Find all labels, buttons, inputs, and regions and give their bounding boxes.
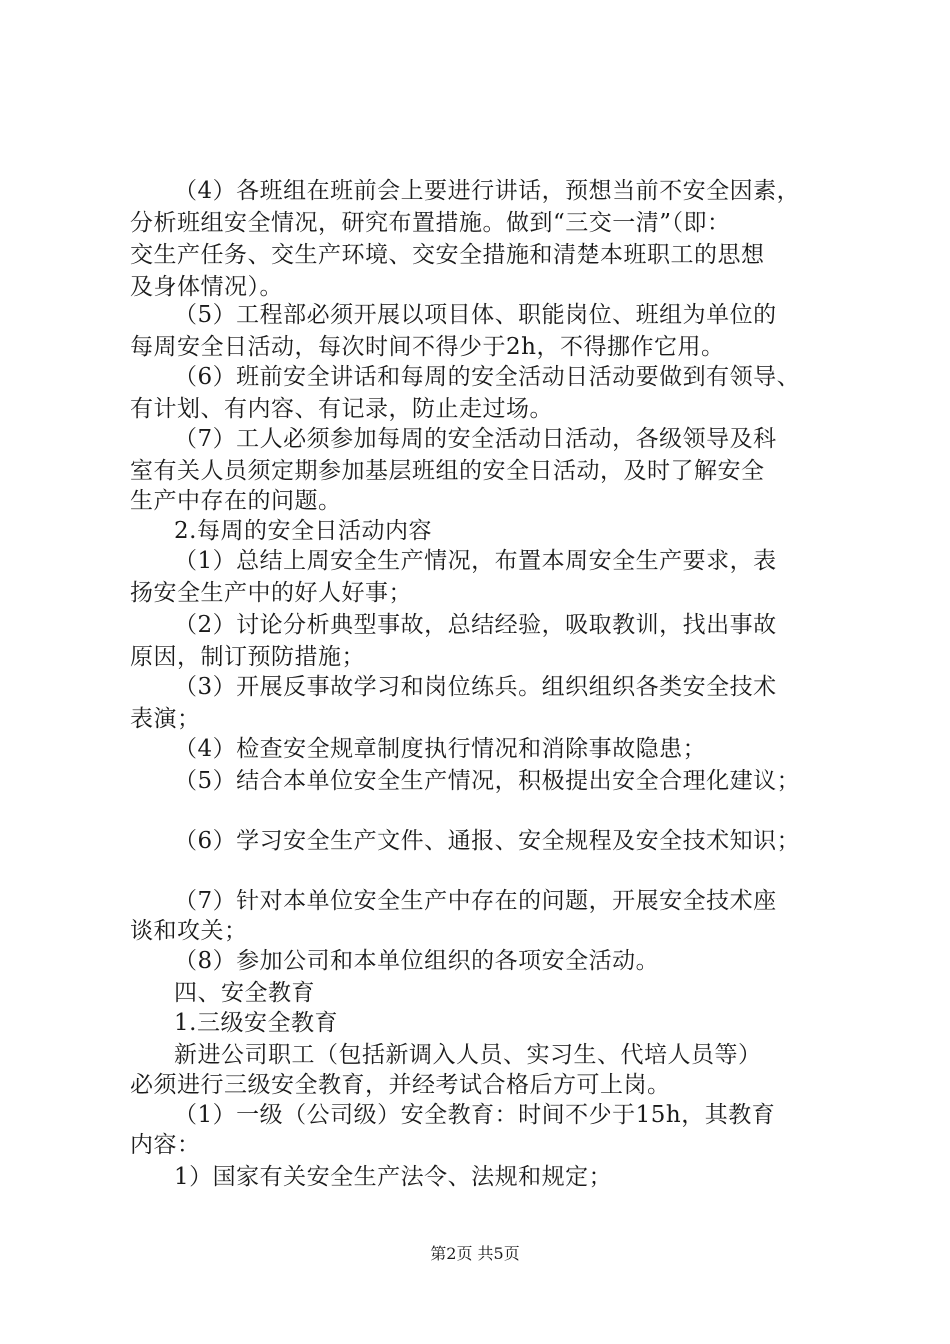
text-line: 分析班组安全情况，研究布置措施。做到“三交一清”（即： bbox=[130, 210, 731, 236]
text-line: （2）讨论分析典型事故，总结经验，吸取教训，找出事故 bbox=[174, 612, 777, 638]
text-line: 原因，制订预防措施； bbox=[130, 644, 365, 670]
text-line: 扬安全生产中的好人好事； bbox=[130, 580, 412, 606]
text-line: 内容： bbox=[130, 1132, 201, 1158]
text-line: （8）参加公司和本单位组织的各项安全活动。 bbox=[174, 948, 660, 974]
text-line: （4）检查安全规章制度执行情况和消除事故隐患； bbox=[174, 736, 707, 762]
text-line: （1）一级（公司级）安全教育：时间不少于15h，其教育 bbox=[174, 1102, 776, 1128]
text-line: （6）班前安全讲话和每周的安全活动日活动要做到有领导、 bbox=[174, 364, 801, 390]
text-line: 生产中存在的问题。 bbox=[130, 488, 342, 514]
text-line: （1）总结上周安全生产情况，布置本周安全生产要求，表 bbox=[174, 548, 777, 574]
text-line: 必须进行三级安全教育，并经考试合格后方可上岗。 bbox=[130, 1072, 671, 1098]
text-line: 每周安全日活动，每次时间不得少于2h，不得挪作它用。 bbox=[130, 334, 725, 360]
text-line: 谈和攻关； bbox=[130, 918, 248, 944]
text-line: 交生产任务、交生产环境、交安全措施和清楚本班职工的思想 bbox=[130, 242, 765, 268]
text-line: （3）开展反事故学习和岗位练兵。组织组织各类安全技术 bbox=[174, 674, 777, 700]
text-line: 及身体情况）。 bbox=[130, 274, 283, 300]
text-line: 新进公司职工（包括新调入人员、实习生、代培人员等） bbox=[174, 1042, 762, 1068]
text-line: 表演； bbox=[130, 706, 201, 732]
section-heading: 四、安全教育 bbox=[174, 980, 315, 1006]
text-line: （6）学习安全生产文件、通报、安全规程及安全技术知识； bbox=[174, 828, 801, 854]
text-line: （5）结合本单位安全生产情况，积极提出安全合理化建议； bbox=[174, 768, 801, 794]
page-number-footer: 第2页 共5页 bbox=[430, 1244, 520, 1263]
text-line: （4）各班组在班前会上要进行讲话，预想当前不安全因素， bbox=[174, 178, 801, 204]
text-line: （7）工人必须参加每周的安全活动日活动，各级领导及科 bbox=[174, 426, 777, 452]
subsection-heading: 1.三级安全教育 bbox=[174, 1010, 338, 1036]
text-line: 2.每周的安全日活动内容 bbox=[174, 518, 432, 544]
text-line: （7）针对本单位安全生产中存在的问题，开展安全技术座 bbox=[174, 888, 777, 914]
text-line: 有计划、有内容、有记录，防止走过场。 bbox=[130, 396, 553, 422]
text-line: 室有关人员须定期参加基层班组的安全日活动，及时了解安全 bbox=[130, 458, 765, 484]
text-line: （5）工程部必须开展以项目体、职能岗位、班组为单位的 bbox=[174, 302, 777, 328]
text-line: 1）国家有关安全生产法令、法规和规定； bbox=[174, 1164, 613, 1190]
